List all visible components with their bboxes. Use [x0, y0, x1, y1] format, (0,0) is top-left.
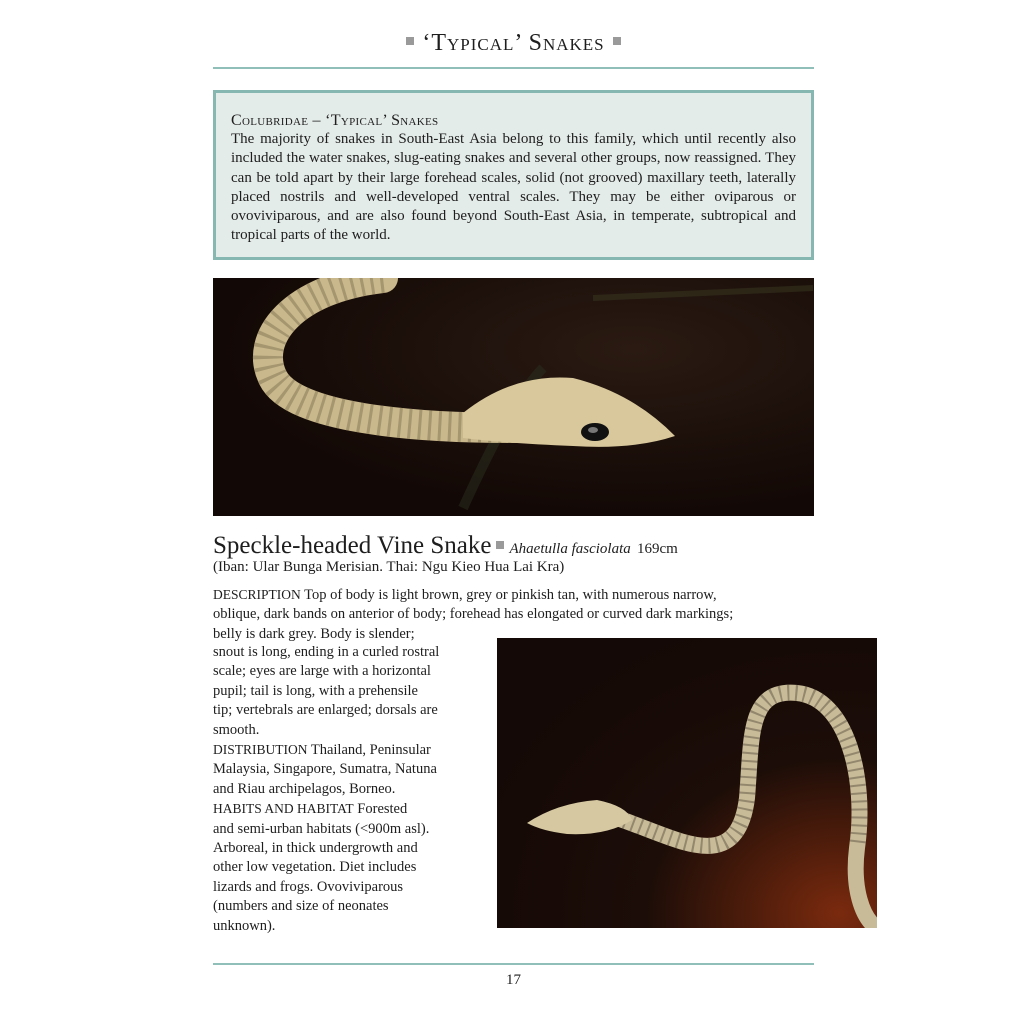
line-text: (numbers and size of neonates	[213, 898, 389, 915]
description-column	[213, 643, 439, 936]
line-text: lizards and frogs. Ovoviviparous	[213, 878, 404, 895]
section-label: DISTRIBUTION	[213, 742, 308, 758]
scientific-name: Ahaetulla fasciolata	[509, 541, 631, 557]
text-line	[213, 682, 439, 701]
family-info-box	[213, 90, 814, 260]
text-line	[213, 858, 439, 877]
local-names: (Iban: Ular Bunga Merisian. Thai: Ngu Kieo Hua Lai Kra)	[213, 559, 565, 575]
text-line	[213, 721, 439, 740]
text-line	[213, 662, 439, 681]
line-text: and Riau archipelagos, Borneo.	[213, 780, 396, 797]
running-header	[213, 30, 814, 57]
line-text: Arboreal, in thick undergrowth and	[213, 840, 418, 857]
text-line	[213, 605, 733, 624]
square-bullet-icon	[613, 37, 621, 45]
line-text: pupil; tail is long, with a prehensile	[213, 682, 418, 699]
header-rule	[213, 67, 814, 69]
species-title	[213, 532, 853, 560]
box-heading: Colubridae – ‘Typical’ Snakes	[231, 112, 439, 129]
footer-rule	[213, 963, 814, 965]
text-line	[213, 799, 439, 819]
snake-head-photo	[213, 278, 814, 516]
text-line	[213, 820, 439, 839]
line-text: unknown).	[213, 917, 276, 934]
line-text: and semi-urban habitats (<900m asl).	[213, 820, 430, 837]
text-line	[213, 760, 439, 779]
text-line	[213, 585, 733, 605]
text-line	[213, 643, 439, 662]
line-text: tip; vertebrals are enlarged; dorsals are	[213, 702, 438, 719]
line-text: other low vegetation. Diet includes	[213, 859, 417, 876]
section-label: DESCRIPTION	[213, 587, 301, 602]
line-text: oblique, dark bands on anterior of body; forehead has elongated or curved dark markings;	[213, 606, 734, 623]
line-text: smooth.	[213, 721, 260, 738]
line-text: scale; eyes are large with a horizontal	[213, 663, 431, 680]
text-line	[213, 897, 439, 916]
description-full-width	[213, 585, 733, 644]
line-text: snout is long, ending in a curled rostral	[213, 644, 440, 660]
square-bullet-icon	[496, 541, 504, 549]
line-text: Top of body is light brown, grey or pinkish tan, with numerous narrow,	[300, 587, 717, 603]
section-label: HABITS AND HABITAT	[213, 801, 354, 817]
text-line	[213, 917, 439, 936]
text-line	[213, 701, 439, 720]
text-line	[213, 878, 439, 897]
line-text: Forested	[353, 801, 408, 818]
line-text: Thailand, Peninsular	[307, 742, 431, 759]
snake-body-photo	[497, 638, 877, 928]
common-name: Speckle-headed Vine Snake	[213, 532, 492, 559]
text-line	[213, 740, 439, 760]
box-body: The majority of snakes in South-East Asia belong to this family, which until recently also included the water snakes, slug-eating snakes and several other groups, now reassigned. They can be told apart by their large forehead scales, solid (not grooved) maxillary teeth, laterally placed nostrils and well-developed ventral scales. They may be either oviparous or ovoviviparous, and are also found beyond South-East Asia, in temperate, subtropical and tropical parts of the world.	[231, 131, 796, 244]
square-bullet-icon	[406, 37, 414, 45]
species-length: 169cm	[637, 541, 678, 557]
text-line	[213, 780, 439, 799]
line-text: Malaysia, Singapore, Sumatra, Natuna	[213, 761, 437, 778]
text-line	[213, 839, 439, 858]
line-text: belly is dark grey. Body is slender;	[213, 625, 415, 642]
page-number: 17	[506, 972, 521, 988]
header-title: ‘Typical’ Snakes	[422, 30, 605, 56]
